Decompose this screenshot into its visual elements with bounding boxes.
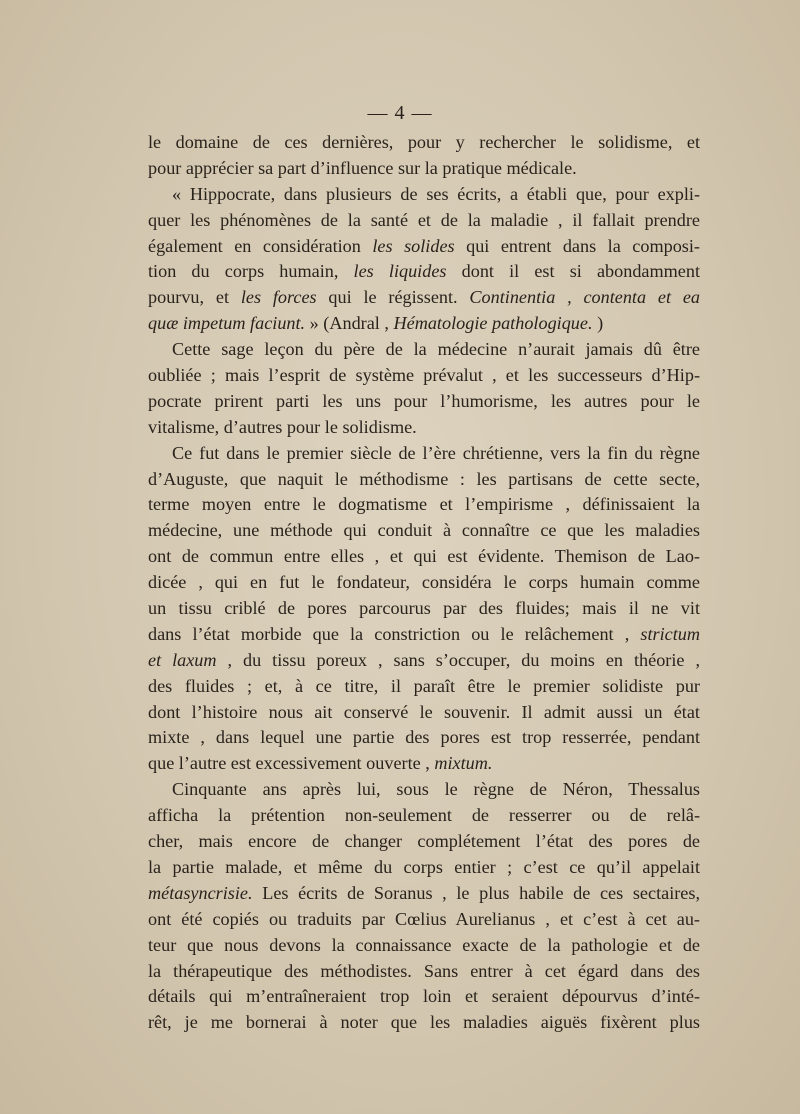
text-segment: un tissu criblé de pores parcourus par des fluides; mais il ne vit — [148, 598, 700, 619]
text-segment: que l’autre est excessivement ouverte , — [148, 753, 435, 774]
text-segment: dont l’histoire nous ait conservé le souvenir. Il admit aussi un état — [148, 701, 700, 722]
text-line — [148, 363, 700, 389]
text-segment: Cinquante ans après lui, sous le règne de Néron, Thessalus — [172, 779, 700, 800]
text-line — [148, 130, 700, 156]
text-line — [148, 518, 700, 544]
text-line — [148, 492, 700, 518]
text-line — [148, 285, 700, 311]
text-segment: le domaine de ces dernières, pour y rechercher le solidisme, et — [148, 132, 700, 152]
text-segment: pour apprécier sa part d’influence sur la pratique médicale. — [148, 157, 577, 178]
text-line — [148, 674, 700, 700]
text-line — [148, 855, 700, 881]
text-line — [148, 570, 700, 596]
text-segment: la thérapeutique des méthodistes. Sans entrer à cet égard dans des — [148, 960, 700, 981]
italic-text: strictum — [640, 623, 700, 644]
text-segment: » (Andral , — [305, 313, 394, 334]
text-segment: des fluides ; et, à ce titre, il paraît être le premier solidiste pur — [148, 675, 700, 696]
text-line — [148, 259, 700, 285]
text-line — [148, 208, 700, 234]
body-text — [148, 130, 700, 1036]
text-line — [148, 829, 700, 855]
text-line — [148, 622, 700, 648]
italic-text: quæ impetum faciunt. — [148, 313, 306, 334]
italic-text: Continentia , contenta et ea — [469, 287, 700, 308]
text-line — [148, 234, 700, 260]
text-segment: oubliée ; mais l’esprit de système prévalut , et les successeurs d’Hip- — [148, 365, 700, 386]
text-line — [148, 751, 700, 777]
italic-text: Hématologie pathologique. — [393, 313, 593, 334]
text-line — [148, 441, 700, 467]
italic-text: et laxum — [148, 649, 217, 670]
text-line — [148, 803, 700, 829]
text-segment: quer les phénomènes de la santé et de la maladie , il fallait prendre — [148, 209, 700, 230]
text-segment: , du tissu poreux , sans s’occuper, du moins en théorie , — [216, 649, 700, 670]
italic-text: métasyncrisie. — [148, 882, 253, 903]
text-line — [148, 467, 700, 493]
text-segment: médecine, une méthode qui conduit à connaître ce que les maladies — [148, 520, 700, 541]
text-segment: d’Auguste, que naquit le méthodisme : les partisans de cette secte, — [148, 468, 700, 489]
text-line — [148, 544, 700, 570]
italic-text: les forces — [240, 287, 317, 308]
text-segment: Cette sage leçon du père de la médecine n’aurait jamais dû être — [172, 339, 700, 360]
italic-text: les solides — [372, 235, 455, 256]
text-segment: rêt, je me bornerai à noter que les maladies aiguës fixèrent plus — [148, 1012, 700, 1033]
text-line — [148, 311, 700, 337]
text-segment: mixte , dans lequel une partie des pores est trop resserrée, pendant — [148, 727, 700, 748]
text-line — [148, 725, 700, 751]
text-line — [148, 415, 700, 441]
text-segment: détails qui m’entraîneraient trop loin et seraient dépourvus d’inté- — [148, 986, 700, 1007]
text-segment: qui le régissent. — [316, 287, 470, 308]
text-segment: pourvu, et — [148, 287, 241, 308]
text-line — [148, 881, 700, 907]
text-segment: dont il est si abondamment — [446, 261, 700, 282]
text-line — [148, 1010, 700, 1036]
text-segment: ) — [592, 313, 604, 334]
text-line — [148, 337, 700, 363]
text-segment: ont de commun entre elles , et qui est évidente. Themison de Lao- — [148, 546, 700, 567]
text-line — [148, 959, 700, 985]
text-segment: ont été copiés ou traduits par Cœlius Aurelianus , et c’est à cet au- — [148, 908, 700, 929]
text-segment: Les écrits de Soranus , le plus habile de ces sectaires, — [252, 882, 700, 903]
text-line — [148, 648, 700, 674]
italic-text: les liquides — [353, 261, 447, 282]
text-segment: tion du corps humain, — [148, 261, 354, 282]
text-line — [148, 933, 700, 959]
page-number: — 4 — — [367, 102, 433, 124]
text-segment: afficha la prétention non-seulement de resserrer ou de relâ- — [148, 805, 700, 826]
text-segment: terme moyen entre le dogmatisme et l’empirisme , définissaient la — [148, 494, 700, 515]
text-segment: teur que nous devons la connaissance exacte de la pathologie et de — [148, 934, 700, 955]
text-segment: vitalisme, d’autres pour le solidisme. — [148, 416, 417, 437]
text-segment: dicée , qui en fut le fondateur, considéra le corps humain comme — [148, 572, 700, 593]
text-line — [148, 984, 700, 1010]
text-line — [148, 700, 700, 726]
text-line — [148, 777, 700, 803]
text-segment: Ce fut dans le premier siècle de l’ère chrétienne, vers la fin du règne — [172, 442, 700, 463]
text-line — [148, 182, 700, 208]
text-segment: également en considération — [148, 235, 373, 256]
text-line — [148, 156, 700, 182]
italic-text: mixtum. — [434, 753, 493, 774]
text-line — [148, 907, 700, 933]
text-segment: la partie malade, et même du corps entier ; c’est ce qu’il appelait — [148, 856, 700, 877]
text-segment: pocrate prirent parti les uns pour l’humorisme, les autres pour le — [148, 390, 700, 411]
text-line — [148, 596, 700, 622]
text-line — [148, 389, 700, 415]
text-segment: « Hippocrate, dans plusieurs de ses écrits, a établi que, pour expli- — [172, 183, 700, 204]
text-segment: cher, mais encore de changer complétement l’état des pores de — [148, 831, 700, 852]
text-segment: qui entrent dans la composi- — [454, 235, 700, 256]
text-segment: dans l’état morbide que la constriction ou le relâchement , — [148, 623, 641, 644]
